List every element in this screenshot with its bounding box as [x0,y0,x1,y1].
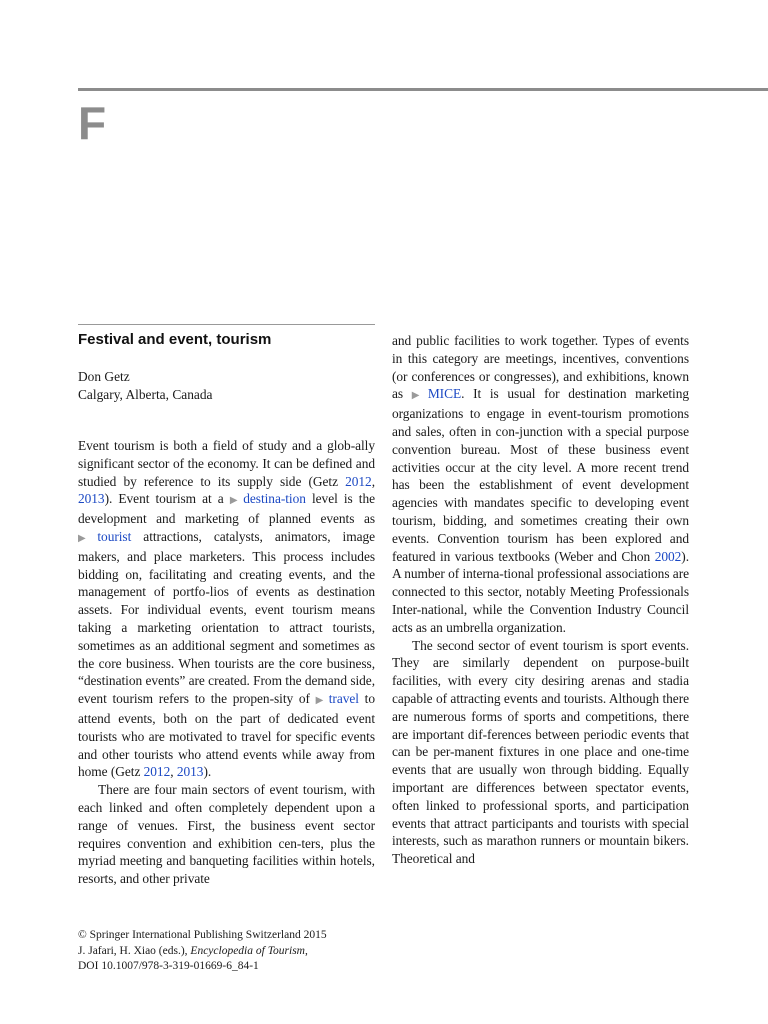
book-title: Encyclopedia of Tourism [190,944,305,957]
cross-reference-arrow-icon: ▶ [315,695,326,707]
footer [78,928,327,975]
citation-link[interactable]: 2013 [176,764,204,780]
title-rule [78,324,375,325]
body-text: ). [203,764,212,780]
body-text: attractions, catalysts, animators, image makers, and place marketers. This process includes bidding on, facilitating and creating events, and the management of portfo-lios of events as destination assets. For individual events, event tourism means taking a marketing orientation to attract tourists, sometimes as an additional segment and sometimes as the core business. When tourists are the core business, “destination events” are created. From the demand side, event tourism refers to the propen-sity of [78,528,376,707]
punctuation: , [305,944,308,957]
cross-reference-arrow-icon: ▶ [78,532,95,544]
cross-reference-arrow-icon: ▶ [411,390,425,402]
citation-link[interactable]: 2012 [143,764,171,780]
cross-reference-arrow-icon: ▶ [229,495,241,507]
cross-reference-link[interactable]: MICE [427,386,462,402]
entry-title: Festival and event, tourism [78,331,272,348]
body-text: . It is usual for destination marketing organizations to engage in event-tourism promotions and sales, often in con-junction with a special purpose convention bureau. Most of these business event activities occur at the city level. A more recent trend has been the establishment of event development agencies with mandates specific to developing event tourism, bidding, and sometimes creating their own events. Convention tourism has been explored and featured in various textbooks (Weber and Chon [392,386,690,564]
cross-reference-link[interactable]: travel [328,691,359,707]
citation-link[interactable]: 2013 [78,491,105,507]
body-text: , [371,473,375,489]
cross-reference-link[interactable]: destina-tion [243,491,306,507]
author-block [78,368,212,403]
paragraph: There are four main sectors of event tourism, with each linked and often completely dependent upon a range of venues. First, the business event sector requires convention and exhibition cen-ters, plus the myriad meeting and banqueting facilities within hotels, resorts, and other private [78,782,375,887]
body-text: level is the development and marketing of planned events as [78,491,375,527]
body-text: and public facilities to work together. Types of events in this category are meetings, incentives, conventions (or conferences or congresses), and exhibitions, known as [392,333,689,402]
author-affiliation: Calgary, Alberta, Canada [78,386,213,402]
body-text: , [170,764,177,780]
right-column [392,332,689,868]
left-column [78,437,375,888]
paragraph [78,437,375,781]
body-text: ). A number of interna-tional professional associations are connected to this sector, notably Meeting Professionals Inter-national, while the Convention Industry Council acts as an umbrella organization. [392,548,689,635]
cross-reference-link[interactable]: tourist [97,528,132,544]
chapter-letter: F [78,97,107,149]
body-text: to attend events, both on the part of dedicated event tourists who are motivated to travel for specific events and other tourists who attend events while away from home (Getz [78,691,375,780]
top-rule [78,88,768,91]
doi-line: DOI 10.1007/978-3-319-01669-6_84-1 [78,960,259,972]
paragraph [392,332,689,637]
copyright-line: © Springer International Publishing Switzerland 2015 [78,929,327,941]
author-name: Don Getz [78,369,130,384]
body-text: ). Event tourism at a [104,491,230,507]
body-text: Event tourism is both a field of study and a glob-ally significant sector of the economy. It can be defined and studied by reference to its supply side (Getz [78,438,375,489]
citation-link[interactable]: 2012 [345,473,372,489]
editors-text: J. Jafari, H. Xiao (eds.), [78,944,191,957]
citation-link[interactable]: 2002 [654,548,682,564]
editors-line [78,944,327,960]
paragraph: The second sector of event tourism is sport events. They are similarly dependent on purpose-built facilities, with every city desiring arenas and stadia capable of attracting events and tourists. Although there are numerous forms of sports and competitions, there are important dif-ferences between periodic events that can be per-manent fixtures in one place and one-time events that are usually won through bidding. Equally important are differences between spectator events, often linked to professional sports, and participation events that attract participants and tourists with special interests, such as marathon runners or mountain bikers. Theoretical and [392,637,689,867]
